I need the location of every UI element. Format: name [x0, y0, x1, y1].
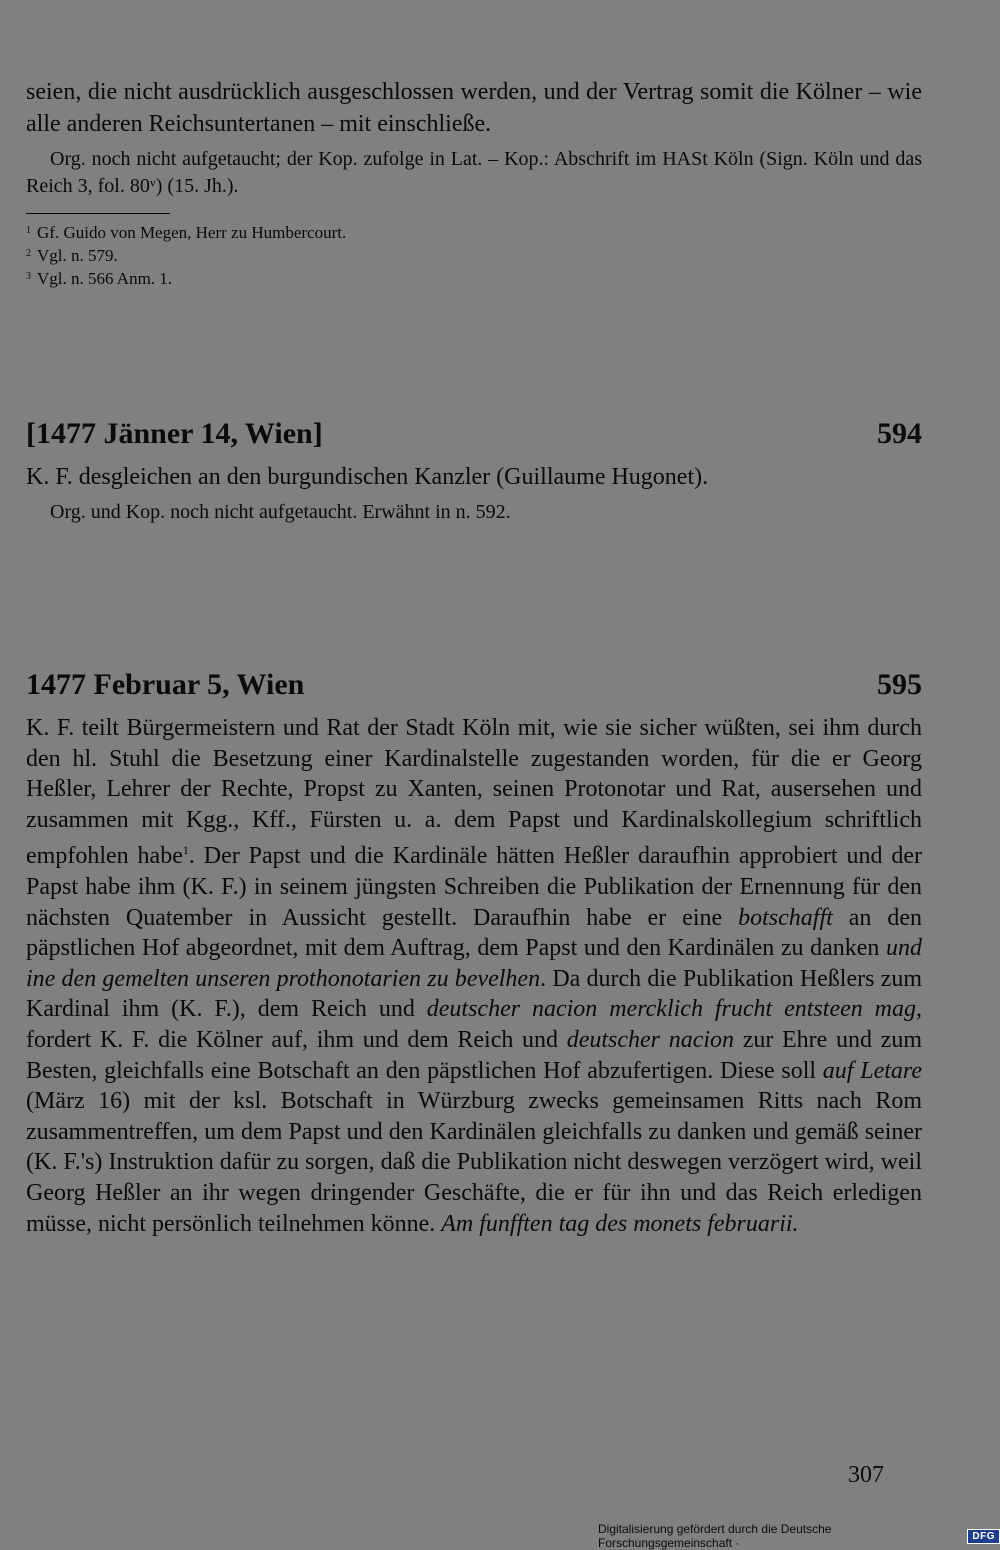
quoted-term: botschafft — [738, 904, 833, 931]
entry-regest: K. F. desgleichen an den burgundischen Kanzler (Guillaume Hugonet). — [26, 464, 709, 490]
entry-594 — [26, 416, 922, 526]
source-note: Org. noch nicht aufgetaucht; der Kop. zufolge in Lat. – Kop.: Abschrift im HASt Köln (Sign. Köln und das Reich 3, fol. 80ᵛ) (15. Jh.). — [26, 148, 922, 197]
entry-heading — [26, 416, 922, 452]
quoted-term: deutscher nacion mercklich frucht entsteen mag — [426, 996, 916, 1023]
footnote-reference: 1 — [182, 843, 189, 858]
digitization-credit — [598, 1522, 1000, 1550]
entry-heading — [26, 667, 922, 703]
page-number: 307 — [848, 1462, 884, 1488]
entry-date-place: [1477 Jänner 14, Wien] — [26, 417, 323, 450]
quoted-term: deutscher nacion — [566, 1026, 735, 1053]
digitization-credit-text: Digitalisierung gefördert durch die Deutsche Forschungsgemeinschaft · — [598, 1522, 832, 1550]
entry-source-note: Org. und Kop. noch nicht aufgetaucht. Erwähnt in n. 592. — [50, 500, 511, 523]
continuation-text: seien, die nicht ausdrücklich ausgeschlossen werden, und der Vertrag somit die Kölner – wie alle anderen Reichsuntertanen – mit einschließe. — [26, 79, 922, 137]
entry-number: 594 — [877, 417, 922, 450]
entry-number: 595 — [877, 668, 922, 701]
quoted-term: auf Letare — [822, 1057, 922, 1084]
footnotes — [26, 220, 922, 289]
entry-595 — [26, 667, 922, 1239]
footnote-3: $^3$ Vgl. n. 566 Anm. 1. — [26, 269, 173, 288]
entry-date-place: 1477 Februar 5, Wien — [26, 668, 305, 701]
footnote-2: $^2$ Vgl. n. 579. — [26, 246, 118, 265]
dating-clause: Am funfften tag des monets februarii. — [441, 1210, 799, 1237]
dfg-logo: DFG — [967, 1529, 1000, 1544]
entry-regest: K. F. teilt Bürgermeistern und Rat der Stadt Köln mit, wie sie sicher wüßten, sei ihm durch den hl. Stuhl die Besetzung einer Kardinalstelle zugestanden worden, für die er Georg Heßler, Lehrer der Rechte, Propst zu Xanten, seinen Protonotar und Rat, ausersehen und zusammen mit Kgg., Kff., Fürsten u. a. dem Papst und Kardinalskollegium schriftlich empfohlen habe$^1$. Der Papst und die Kardinäle hätten Heßler daraufhin approbiert und der Papst habe ihm (K. F.) in seinem jüngsten Schreiben die Publikation der Ernennung für den nächsten Quatember in Aussicht gestellt. Daraufhin habe er eine botschafft an den päpstlichen Hof abgeordnet, mit dem Auftrag, dem Papst und den Kardinälen zu danken und ine den gemelten unseren prothonotarien zu bevelhen. Da durch die Publikation Heßlers zum Kardinal ihm (K. F.), dem Reich und deutscher nacion mercklich frucht entsteen mag, fordert K. F. die Kölner auf, ihm und dem Reich und deutscher nacion zur Ehre und zum Besten, gleichfalls eine Botschaft an den päpstlichen Hof abzufertigen. Diese soll auf Letare (März 16) mit der ksl. Botschaft in Würzburg zwecks gemeinsamen Ritts nach Rom zusammentreffen, um dem Papst und den Kardinälen gleichfalls zu danken und gemäß seiner (K. F.'s) Instruktion dafür zu sorgen, daß die Publikation nicht deswegen verzögert wird, weil Georg Heßler an ihr wegen dringender Geschäfte, die er für ihn und das Reich erledigen müsse, nicht persönlich teilnehmen könne. Am funfften tag des monets februarii. — [26, 715, 923, 1237]
footnote-rule — [26, 213, 170, 214]
footnote-1: $^1$ Gf. Guido von Megen, Herr zu Humbercourt. — [26, 223, 347, 242]
previous-entry-continuation — [26, 76, 922, 289]
quoted-term: und ine den gemelten unseren prothonotarien zu bevelhen — [26, 935, 922, 992]
